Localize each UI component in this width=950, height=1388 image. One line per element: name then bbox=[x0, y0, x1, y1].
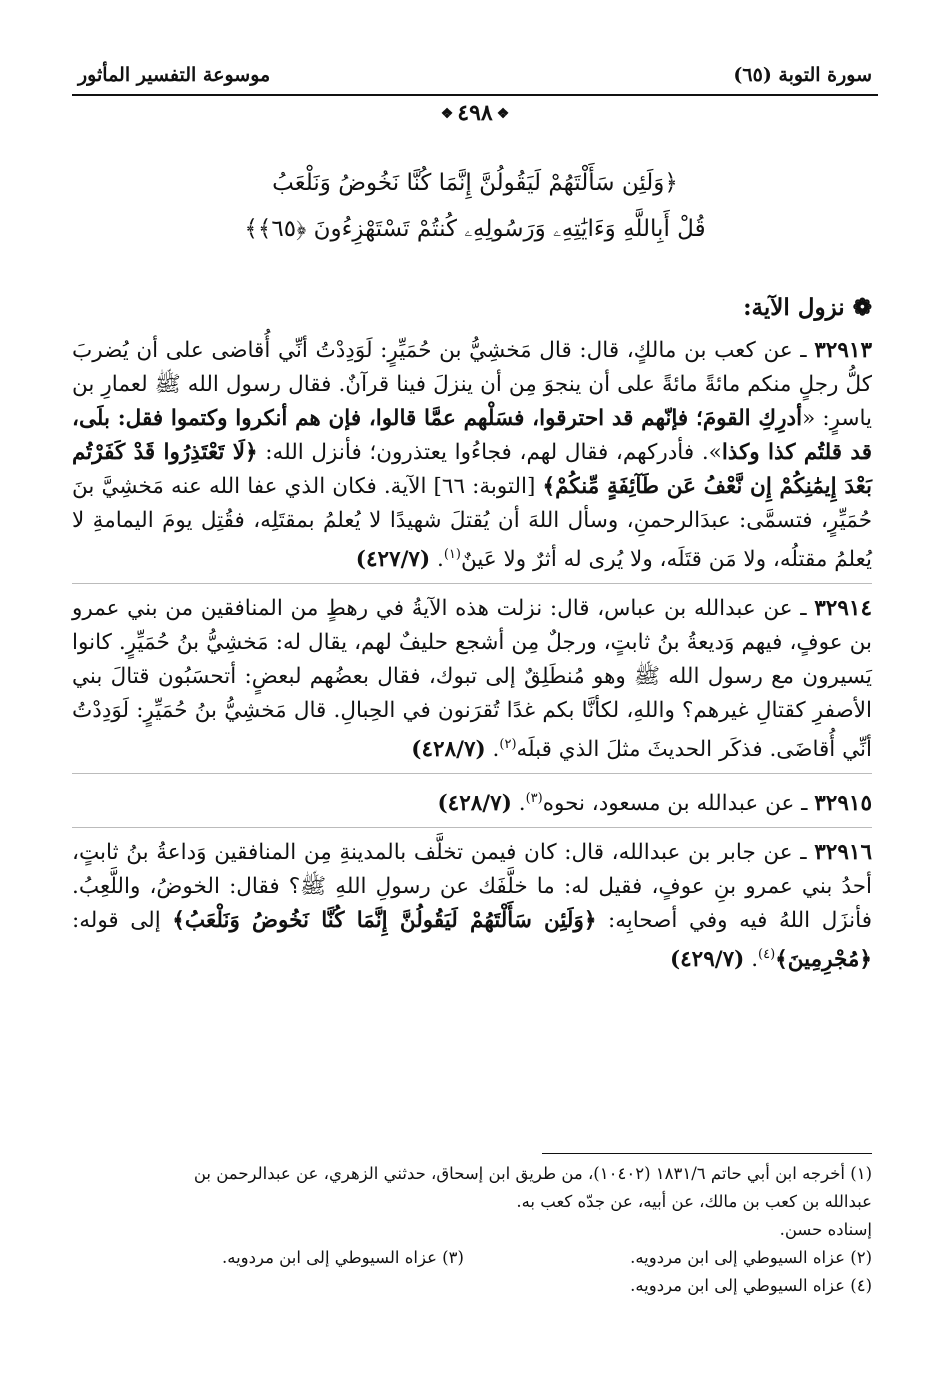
hadith-text: ـ عن عبدالله بن عباس، قال: نزلت هذه الآيةُ في رهطٍ من المنافقين من بني عمرو بن عوفٍ، فيهم وَديعةُ بنُ ثابتٍ، ورجلٌ مِن أشجع حليفٌ لهم، يقال له: مَخشِيُّ بنُ حُمَيِّرٍ. كانوا يَسيرون مع رسول الله ﷺ وهو مُنطَلِقٌ إلى تبوك، فقال بعضُهم لبعضٍ: أتحسَبُون قتالَ بني الأصفرِ كقتالِ غيرهم؟ واللهِ، لكأنَّا بكم غدًا تُقرَنون في الحِبالِ. قال مَخشِيُّ بنُ حُمَيِّرٍ: لَوَدِدْتُ أنِّي أُقاضَى. فذكَر الحديثَ مثلَ الذي قبلَه bbox=[72, 596, 872, 763]
flower-ornament-icon: ❁ bbox=[852, 294, 872, 321]
ornament-icon: ❖ bbox=[496, 106, 510, 122]
hadith-text: ». فأدركهم، فقال لهم، فجاءُوا يعتذرون؛ فأنزل الله: bbox=[257, 440, 722, 465]
volume-page-reference: (٤٢٧/٧) bbox=[355, 547, 431, 573]
hadith-list bbox=[72, 330, 872, 978]
verse-line-2: قُلْ أَبِاللَّهِ وَءَايَٰتِهِۦ وَرَسُولِهِۦ كُنتُمْ تَسْتَهْزِءُونَ ﴿٦٥﴾﴾ bbox=[244, 216, 706, 242]
hadith-paragraph: ٣٢٩١٥ ـ عن عبدالله بن مسعود، نحوه$^{(٣)}$. (٤٢٨/٧) bbox=[72, 773, 872, 821]
hadith-number: ٣٢٩١٤ bbox=[814, 596, 872, 622]
quran-verse bbox=[200, 160, 750, 252]
footnote-2: (٢) عزاه السيوطي إلى ابن مردويه. bbox=[630, 1248, 872, 1267]
section-title: نزول الآية: bbox=[743, 294, 845, 321]
hadith-text: إلى قوله: bbox=[72, 908, 173, 934]
header-rule bbox=[72, 94, 878, 96]
emphasized-text: أدرِكِ القومَ؛ فإنّهم قد احترقوا، فسَلْهم عمَّا قالوا، فإن هم أنكروا وكتموا فقل: بلَى، قد قلتُم كذا وكذا bbox=[72, 406, 872, 465]
footnote-rule bbox=[542, 1153, 872, 1154]
hadith-text: ـ عن كعب بن مالكٍ، قال: قال مَخشِيُّ بن حُمَيِّرٍ: لَوَدِدْتُ أنِّي أُقاضى على أن يُضربَ كلُّ رجلٍ منكم مائةً مائةً على أن ينجوَ مِن أن ينزلَ فينا قرآنٌ. فقال رسول الله ﷺ لعمارِ بن ياسرٍ: « bbox=[72, 338, 872, 431]
footnote-1-line-1: (١) أخرجه ابن أبي حاتم ١٨٣١/٦ (١٠٤٠٢)، من طريق ابن إسحاق، حدثني الزهري، عن عبدالرحمن بن bbox=[193, 1164, 872, 1183]
footnote-4: (٤) عزاه السيوطي إلى ابن مردويه. bbox=[630, 1276, 872, 1295]
running-header-book-title: موسوعة التفسير المأثور bbox=[78, 64, 271, 86]
hadith-paragraph: ٣٢٩١٦ ـ عن جابر بن عبدالله، قال: كان فيمن تخلَّف بالمدينةِ مِن المنافقين وَداعةُ بنُ ثابتٍ، أحدُ بني عمرو بنِ عوفٍ، فقيل له: ما خلَّفَك عن رسولِ اللهِ ﷺ؟ فقال: الخوضُ، واللَّعِبُ. فأنزَل اللهُ فيه وفي أصحابِه: ﴿وَلَئِن سَأَلْتَهُمْ لَيَقُولُنَّ إِنَّمَا كُنَّا نَخُوضُ وَنَلْعَبُ﴾ إلى قوله: ﴿مُجْرِمِينَ﴾$^{(٤)}$. (٤٢٩/٧) bbox=[72, 827, 872, 977]
hadith-text: [التوبة: ٦٦] الآية. فكان الذي عفا الله عنه مَخشِيَّ بنَ حُمَيِّرٍ، فتسمَّى: عبدَالرحمنِ، وسأل اللهَ أن يُقتلَ شهيدًا لا يُعلمُ بمقتَلِه، فقُتِل يومَ اليمامةِ لا يُعلمُ مقتلُه، ولا مَن قتَلَه، ولا يُرى له أثرٌ ولا عَينٌ bbox=[72, 474, 872, 573]
page-number: ٤٩٨ bbox=[457, 100, 493, 126]
hadith-text: ـ عن عبدالله بن مسعود، نحوه bbox=[542, 791, 815, 817]
hadith-number: ٣٢٩١٦ bbox=[814, 840, 872, 866]
footnote-marker[interactable]: (٢) bbox=[499, 737, 517, 753]
footnote-marker[interactable]: (٤) bbox=[758, 947, 776, 963]
volume-page-reference: (٤٢٨/٧) bbox=[411, 737, 486, 763]
emphasized-text: ﴿وَلَئِن سَأَلْتَهُمْ لَيَقُولُنَّ إِنَّمَا كُنَّا نَخُوضُ وَنَلْعَبُ﴾ bbox=[172, 908, 597, 934]
page-number-line bbox=[0, 100, 950, 126]
ornament-icon: ❖ bbox=[440, 106, 454, 122]
footnote-marker[interactable]: (١) bbox=[443, 547, 461, 562]
section-heading bbox=[743, 294, 872, 321]
hadith-number: ٣٢٩١٣ bbox=[814, 338, 872, 363]
verse-line-1: ﴿وَلَئِن سَأَلْتَهُمْ لَيَقُولُنَّ إِنَّمَا كُنَّا نَخُوضُ وَنَلْعَبُ bbox=[272, 170, 678, 196]
emphasized-text: ﴿مُجْرِمِينَ﴾ bbox=[775, 947, 872, 973]
footnotes bbox=[72, 1160, 872, 1300]
hadith-text: ـ عن جابر بن عبدالله، قال: كان فيمن تخلَّف بالمدينةِ مِن المنافقين وَداعةُ بنُ ثابتٍ، أحدُ بني عمرو بنِ عوفٍ، فقيل له: ما خلَّفَك عن رسولِ اللهِ ﷺ؟ فقال: الخوضُ، واللَّعِبُ. فأنزَل اللهُ فيه وفي أصحابِه: bbox=[72, 840, 872, 934]
volume-page-reference: (٤٢٩/٧) bbox=[669, 947, 745, 973]
emphasized-text: ﴿لَا تَعْتَذِرُوا قَدْ كَفَرْتُم بَعْدَ إِيمَٰنِكُمْ إِن نَّعْفُ عَن طَآئِفَةٍ مِّنكُمْ﴾ bbox=[72, 440, 872, 499]
footnote-marker[interactable]: (٣) bbox=[525, 791, 543, 807]
volume-page-reference: (٤٢٨/٧) bbox=[437, 791, 512, 817]
hadith-paragraph: ٣٢٩١٤ ـ عن عبدالله بن عباس، قال: نزلت هذه الآيةُ في رهطٍ من المنافقين من بني عمرو بن عوفٍ، فيهم وَديعةُ بنُ ثابتٍ، ورجلٌ مِن أشجع حليفٌ لهم، يقال له: مَخشِيُّ بنُ حُمَيِّرٍ. كانوا يَسيرون مع رسول الله ﷺ وهو مُنطَلِقٌ إلى تبوك، فقال بعضُهم لبعضٍ: أتحسَبُون قتالَ بني الأصفرِ كقتالِ غيرهم؟ واللهِ، لكأنَّا بكم غدًا تُقرَنون في الحِبالِ. قال مَخشِيُّ بنُ حُمَيِّرٍ: لَوَدِدْتُ أنِّي أُقاضَى. فذكَر الحديثَ مثلَ الذي قبلَه$^{(٢)}$. (٤٢٨/٧) bbox=[72, 583, 872, 767]
hadith-number: ٣٢٩١٥ bbox=[814, 791, 872, 817]
footnote-3: (٣) عزاه السيوطي إلى ابن مردويه. bbox=[222, 1248, 464, 1267]
running-header-surah: سورة التوبة (٦٥) bbox=[733, 64, 872, 86]
footnote-1-line-3: إسناده حسن. bbox=[779, 1220, 872, 1239]
hadith-paragraph: ٣٢٩١٣ ـ عن كعب بن مالكٍ، قال: قال مَخشِيُّ بن حُمَيِّرٍ: لَوَدِدْتُ أنِّي أُقاضى على أن يُضربَ كلُّ رجلٍ منكم مائةً مائةً على أن ينجوَ مِن أن ينزلَ فينا قرآنٌ. فقال رسول الله ﷺ لعمارِ بن ياسرٍ: «أدرِكِ القومَ؛ فإنّهم قد احترقوا، فسَلْهم عمَّا قالوا، فإن هم أنكروا وكتموا فقل: بلَى، قد قلتُم كذا وكذا». فأدركهم، فقال لهم، فجاءُوا يعتذرون؛ فأنزل الله: ﴿لَا تَعْتَذِرُوا قَدْ كَفَرْتُم بَعْدَ إِيمَٰنِكُمْ إِن نَّعْفُ عَن طَآئِفَةٍ مِّنكُمْ﴾ [التوبة: ٦٦] الآية. فكان الذي عفا الله عنه مَخشِيَّ بنَ حُمَيِّرٍ، فتسمَّى: عبدَالرحمنِ، وسأل اللهَ أن يُقتلَ شهيدًا لا يُعلمُ بمقتَلِه، فقُتِل يومَ اليمامةِ لا يُعلمُ مقتلُه، ولا مَن قتَلَه، ولا يُرى له أثرٌ ولا عَينٌ$^{(١)}$. (٤٢٧/٧) bbox=[72, 338, 872, 573]
footnote-row bbox=[72, 1244, 872, 1272]
footnote-1-line-2: عبدالله بن كعب بن مالك، عن أبيه، عن جدّه كعب به. bbox=[516, 1192, 872, 1211]
